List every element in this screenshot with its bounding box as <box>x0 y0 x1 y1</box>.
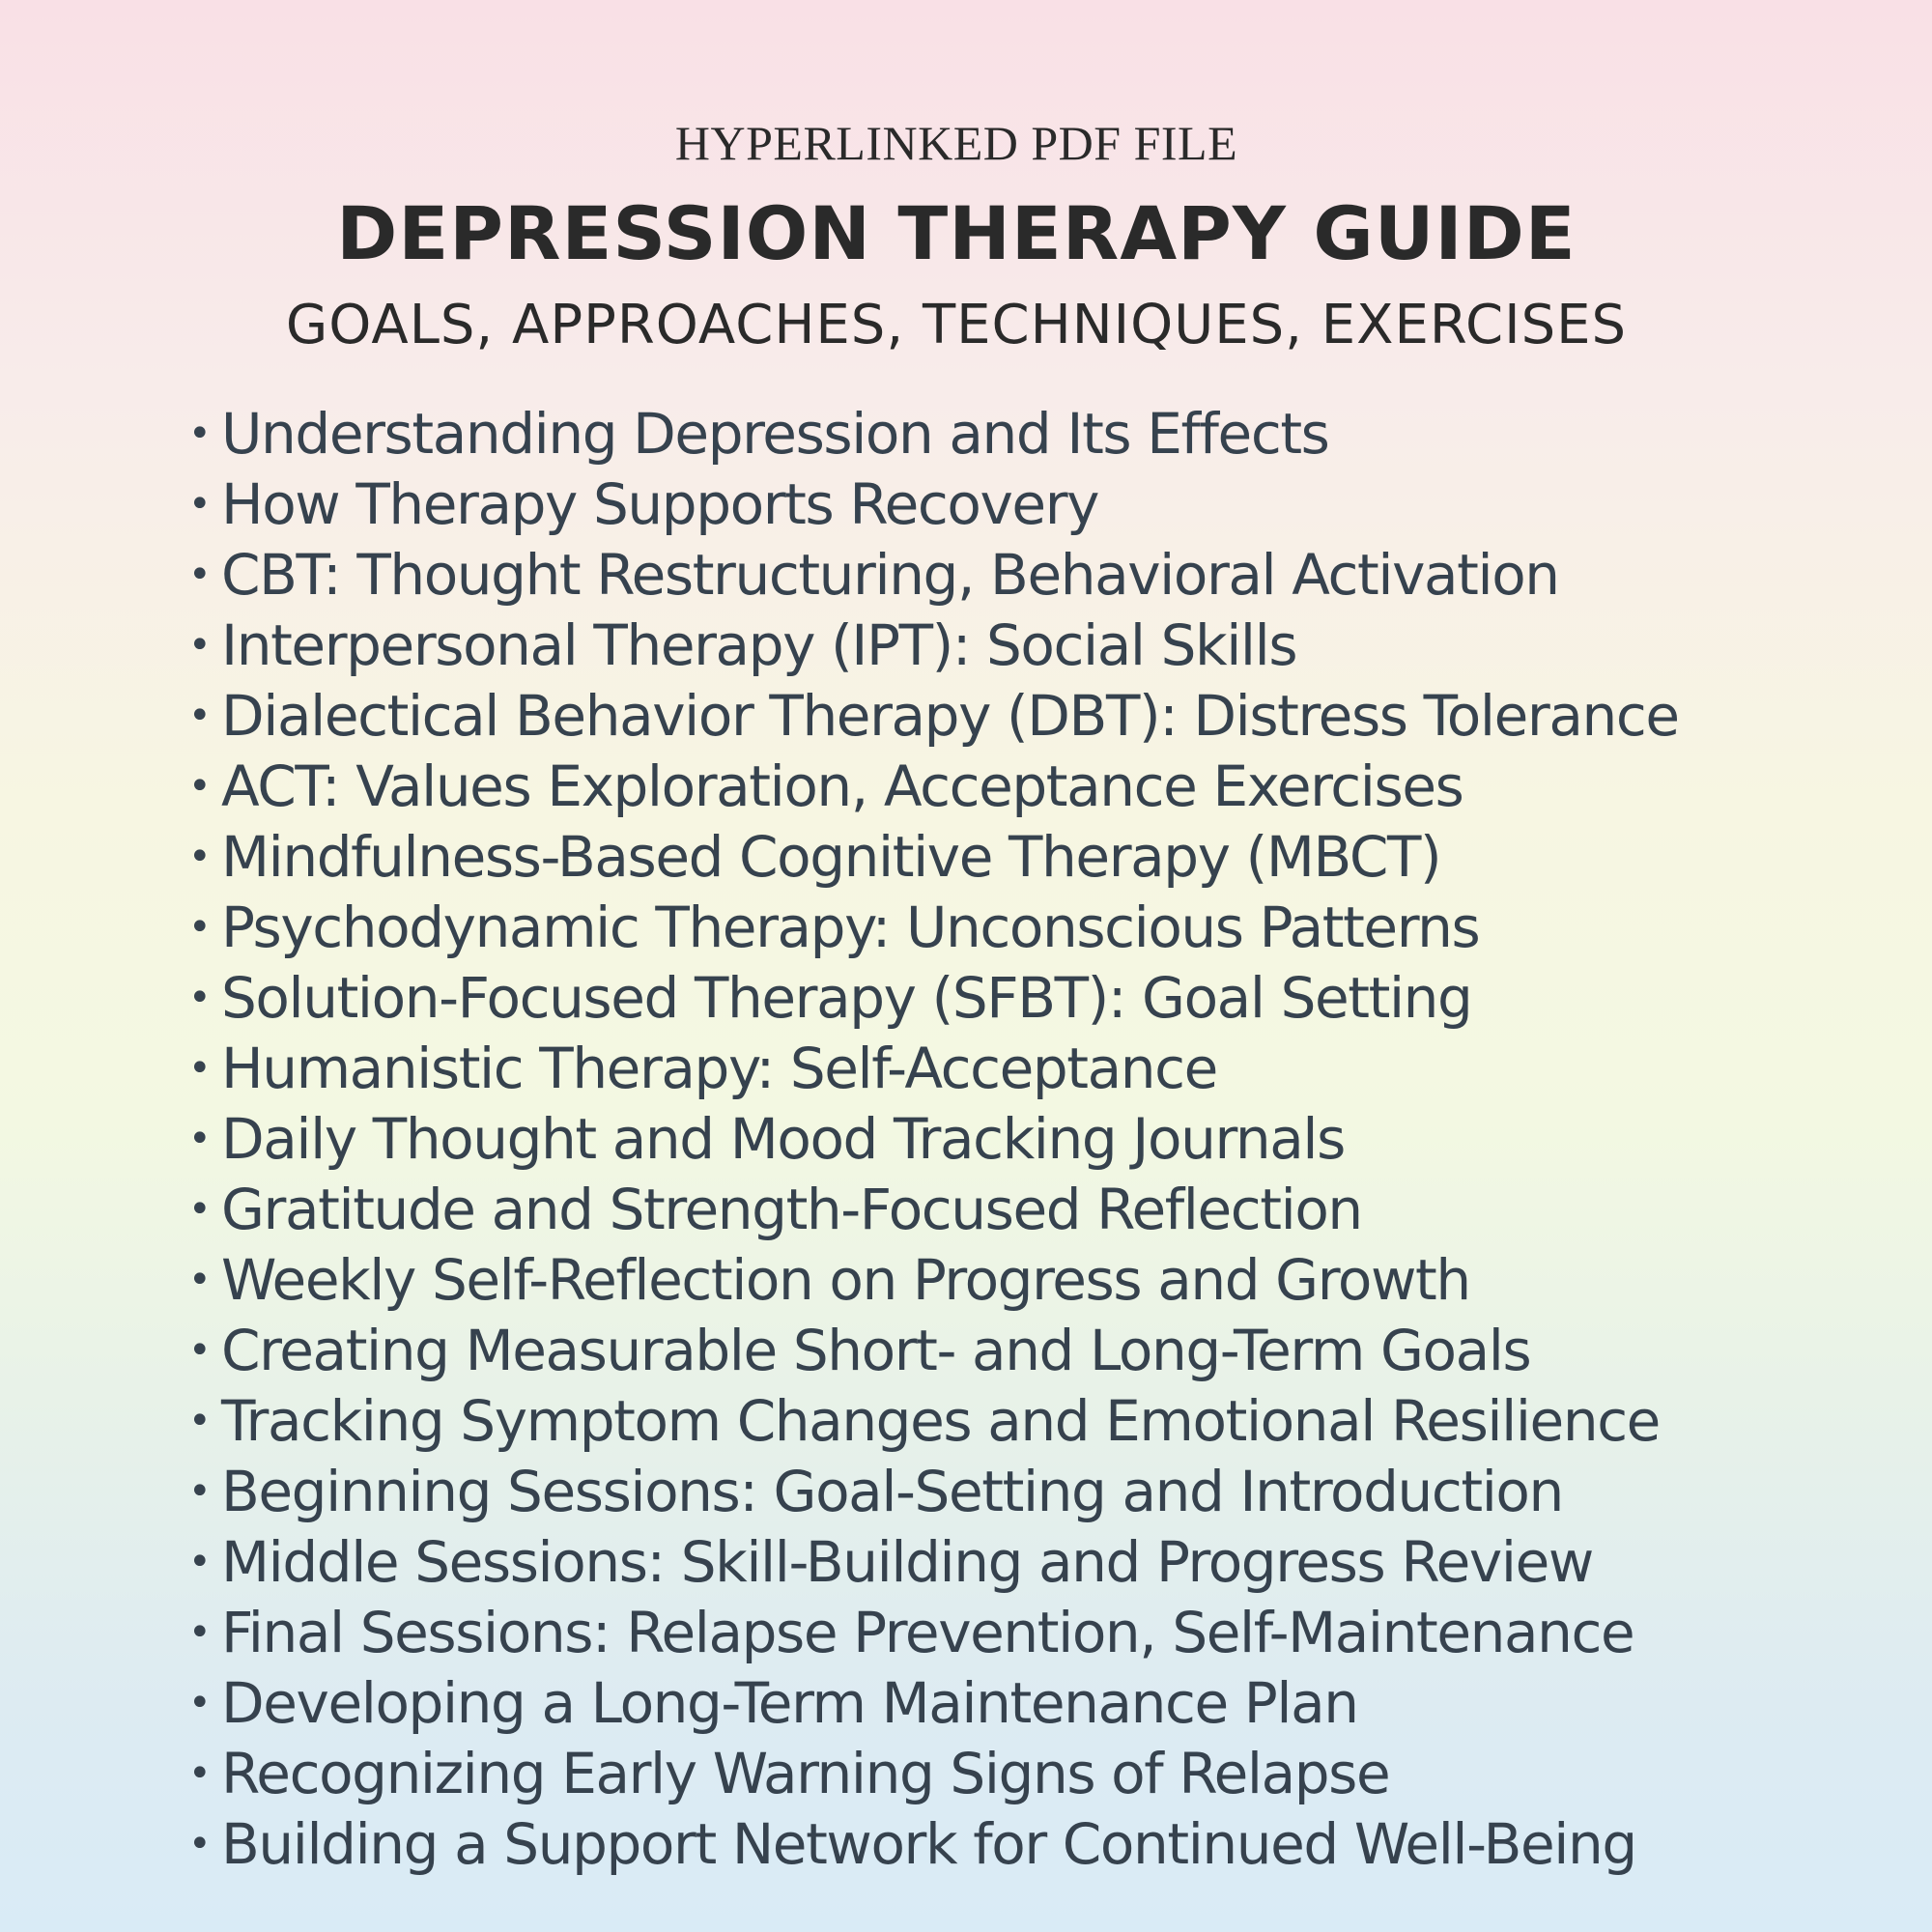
bullet-icon: • <box>188 482 211 526</box>
bullet-icon: • <box>188 1046 211 1091</box>
topic-label: Mindfulness-Based Cognitive Therapy (MBCT) <box>221 824 1441 890</box>
topic-label: Interpersonal Therapy (IPT): Social Skills <box>221 612 1297 678</box>
list-item[interactable] <box>188 469 1908 540</box>
topic-label: CBT: Thought Restructuring, Behavioral Activation <box>221 542 1559 608</box>
list-item[interactable] <box>188 752 1908 822</box>
topic-label: Gratitude and Strength-Focused Reflection <box>221 1177 1362 1242</box>
bullet-icon: • <box>188 1328 211 1373</box>
list-item[interactable] <box>188 1034 1908 1104</box>
bullet-icon: • <box>188 976 211 1020</box>
bullet-icon: • <box>188 1469 211 1514</box>
list-item[interactable] <box>188 822 1908 893</box>
topic-label: Daily Thought and Mood Tracking Journals <box>221 1106 1345 1172</box>
list-item[interactable] <box>188 540 1908 611</box>
topic-label: Building a Support Network for Continued Well-Being <box>221 1811 1636 1877</box>
topic-list <box>188 399 1908 1880</box>
topic-label: Weekly Self-Reflection on Progress and Growth <box>221 1247 1470 1313</box>
topic-label: Final Sessions: Relapse Prevention, Self-Maintenance <box>221 1600 1634 1665</box>
bullet-icon: • <box>188 694 211 738</box>
list-item[interactable] <box>188 1598 1908 1668</box>
topic-label: Solution-Focused Therapy (SFBT): Goal Setting <box>221 965 1472 1031</box>
topic-label: How Therapy Supports Recovery <box>221 471 1099 537</box>
topic-label: ACT: Values Exploration, Acceptance Exercises <box>221 753 1463 819</box>
bullet-icon: • <box>188 764 211 809</box>
list-item[interactable] <box>188 1316 1908 1386</box>
list-item[interactable] <box>188 611 1908 681</box>
topic-label: Understanding Depression and Its Effects <box>221 401 1329 467</box>
bullet-icon: • <box>188 1540 211 1584</box>
bullet-icon: • <box>188 1399 211 1443</box>
list-item[interactable] <box>188 1457 1908 1527</box>
topic-label: Humanistic Therapy: Self-Acceptance <box>221 1036 1217 1101</box>
list-item[interactable] <box>188 1668 1908 1739</box>
topic-label: Psychodynamic Therapy: Unconscious Patterns <box>221 895 1480 960</box>
list-item[interactable] <box>188 963 1908 1034</box>
topic-label: Tracking Symptom Changes and Emotional Resilience <box>221 1388 1660 1454</box>
topic-label: Dialectical Behavior Therapy (DBT): Distress Tolerance <box>221 683 1679 749</box>
topic-label: Middle Sessions: Skill-Building and Progress Review <box>221 1529 1593 1595</box>
file-type-label: HYPERLINKED PDF FILE <box>674 116 1238 170</box>
bullet-icon: • <box>188 623 211 668</box>
bullet-icon: • <box>188 553 211 597</box>
bullet-icon: • <box>188 905 211 950</box>
bullet-icon: • <box>188 1187 211 1232</box>
list-item[interactable] <box>188 1175 1908 1245</box>
list-item[interactable] <box>188 1104 1908 1175</box>
bullet-icon: • <box>188 1117 211 1161</box>
bullet-icon: • <box>188 1258 211 1302</box>
page-title: DEPRESSION THERAPY GUIDE <box>336 190 1577 276</box>
list-item[interactable] <box>188 681 1908 752</box>
bullet-icon: • <box>188 412 211 456</box>
bullet-icon: • <box>188 1822 211 1866</box>
list-item[interactable] <box>188 1809 1908 1880</box>
list-item[interactable] <box>188 1527 1908 1598</box>
bullet-icon: • <box>188 1681 211 1725</box>
topic-label: Beginning Sessions: Goal-Setting and Introduction <box>221 1459 1563 1524</box>
list-item[interactable] <box>188 399 1908 469</box>
list-item[interactable] <box>188 1245 1908 1316</box>
topic-label: Recognizing Early Warning Signs of Relapse <box>221 1741 1390 1806</box>
list-item[interactable] <box>188 893 1908 963</box>
list-item[interactable] <box>188 1739 1908 1809</box>
bullet-icon: • <box>188 1751 211 1796</box>
topic-label: Developing a Long-Term Maintenance Plan <box>221 1670 1358 1736</box>
topic-label: Creating Measurable Short- and Long-Term Goals <box>221 1318 1531 1383</box>
bullet-icon: • <box>188 835 211 879</box>
list-item[interactable] <box>188 1386 1908 1457</box>
bullet-icon: • <box>188 1610 211 1655</box>
page-subtitle: GOALS, APPROACHES, TECHNIQUES, EXERCISES <box>285 294 1628 356</box>
